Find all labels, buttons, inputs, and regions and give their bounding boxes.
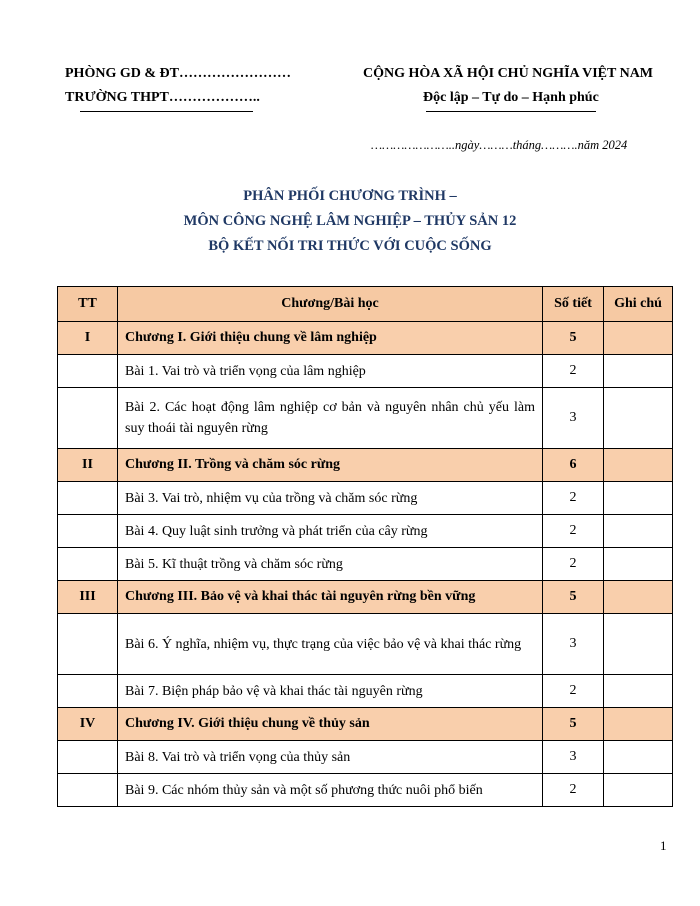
lesson-row <box>58 482 673 515</box>
lesson-note <box>604 741 673 774</box>
lesson-periods: 2 <box>543 355 604 388</box>
lesson-title: Bài 5. Kĩ thuật trồng và chăm sóc rừng <box>118 548 543 581</box>
lesson-row <box>58 548 673 581</box>
department-label: PHÒNG GD & ĐT…………………… <box>65 66 291 81</box>
lesson-row <box>58 355 673 388</box>
lesson-tt <box>58 388 118 449</box>
chapter-title: Chương II. Trồng và chăm sóc rừng <box>118 449 543 482</box>
lesson-periods: 2 <box>543 482 604 515</box>
lesson-title: Bài 8. Vai trò và triển vọng của thủy sản <box>118 741 543 774</box>
lesson-note <box>604 515 673 548</box>
lesson-row <box>58 675 673 708</box>
chapter-periods: 5 <box>543 322 604 355</box>
lesson-title: Bài 2. Các hoạt động lâm nghiệp cơ bản và nguyên nhân chủ yếu làm suy thoái tài nguyên rừng <box>118 388 543 449</box>
chapter-row <box>58 322 673 355</box>
lesson-periods: 3 <box>543 388 604 449</box>
chapter-periods: 5 <box>543 581 604 614</box>
chapter-row <box>58 449 673 482</box>
lesson-title: Bài 4. Quy luật sinh trưởng và phát triển của cây rừng <box>118 515 543 548</box>
chapter-periods: 5 <box>543 708 604 741</box>
doc-title-line1: PHÂN PHỐI CHƯƠNG TRÌNH – <box>243 188 457 204</box>
lesson-note <box>604 614 673 675</box>
lesson-tt <box>58 614 118 675</box>
lesson-title: Bài 9. Các nhóm thủy sản và một số phương thức nuôi phổ biến <box>118 774 543 807</box>
chapter-title: Chương III. Bảo vệ và khai thác tài nguyên rừng bền vững <box>118 581 543 614</box>
chapter-note <box>604 449 673 482</box>
chapter-note <box>604 322 673 355</box>
national-motto: Độc lập – Tự do – Hạnh phúc <box>423 90 599 105</box>
header-notes: Ghi chú <box>604 287 673 322</box>
lesson-title: Bài 1. Vai trò và triển vọng của lâm nghiệp <box>118 355 543 388</box>
chapter-periods: 6 <box>543 449 604 482</box>
lesson-tt <box>58 774 118 807</box>
lesson-row <box>58 614 673 675</box>
chapter-row <box>58 581 673 614</box>
doc-title-line3: BỘ KẾT NỐI TRI THỨC VỚI CUỘC SỐNG <box>208 238 492 254</box>
lesson-tt <box>58 355 118 388</box>
date-line: …………………..ngày………tháng……….năm 2024 <box>371 138 628 152</box>
lesson-periods: 2 <box>543 774 604 807</box>
lesson-periods: 3 <box>543 741 604 774</box>
header-chapter-lesson: Chương/Bài học <box>118 287 543 322</box>
chapter-title: Chương I. Giới thiệu chung về lâm nghiệp <box>118 322 543 355</box>
lesson-note <box>604 774 673 807</box>
chapter-number: I <box>58 322 118 355</box>
curriculum-table <box>57 286 673 807</box>
chapter-number: III <box>58 581 118 614</box>
lesson-note <box>604 675 673 708</box>
chapter-title: Chương IV. Giới thiệu chung về thủy sản <box>118 708 543 741</box>
page-number: 1 <box>660 838 667 853</box>
lesson-periods: 2 <box>543 548 604 581</box>
motto-underline <box>426 111 596 112</box>
lesson-title: Bài 3. Vai trò, nhiệm vụ của trồng và chăm sóc rừng <box>118 482 543 515</box>
table-header-row <box>58 287 673 322</box>
lesson-row <box>58 741 673 774</box>
lesson-tt <box>58 482 118 515</box>
lesson-tt <box>58 548 118 581</box>
lesson-title: Bài 6. Ý nghĩa, nhiệm vụ, thực trạng của việc bảo vệ và khai thác rừng <box>118 614 543 675</box>
lesson-title: Bài 7. Biện pháp bảo vệ và khai thác tài nguyên rừng <box>118 675 543 708</box>
lesson-note <box>604 388 673 449</box>
lesson-note <box>604 482 673 515</box>
lesson-periods: 3 <box>543 614 604 675</box>
lesson-note <box>604 548 673 581</box>
national-title: CỘNG HÒA XÃ HỘI CHỦ NGHĨA VIỆT NAM <box>363 66 654 81</box>
lesson-tt <box>58 741 118 774</box>
school-label: TRƯỜNG THPT……………….. <box>65 90 260 105</box>
chapter-row <box>58 708 673 741</box>
lesson-periods: 2 <box>543 515 604 548</box>
chapter-number: II <box>58 449 118 482</box>
lesson-tt <box>58 675 118 708</box>
lesson-row <box>58 388 673 449</box>
lesson-row <box>58 515 673 548</box>
header-tt: TT <box>58 287 118 322</box>
school-underline <box>80 111 253 112</box>
lesson-tt <box>58 515 118 548</box>
header-periods: Số tiết <box>543 287 604 322</box>
lesson-note <box>604 355 673 388</box>
lesson-periods: 2 <box>543 675 604 708</box>
lesson-row <box>58 774 673 807</box>
chapter-number: IV <box>58 708 118 741</box>
doc-title-line2: MÔN CÔNG NGHỆ LÂM NGHIỆP – THỦY SẢN 12 <box>183 213 517 229</box>
chapter-note <box>604 581 673 614</box>
chapter-note <box>604 708 673 741</box>
